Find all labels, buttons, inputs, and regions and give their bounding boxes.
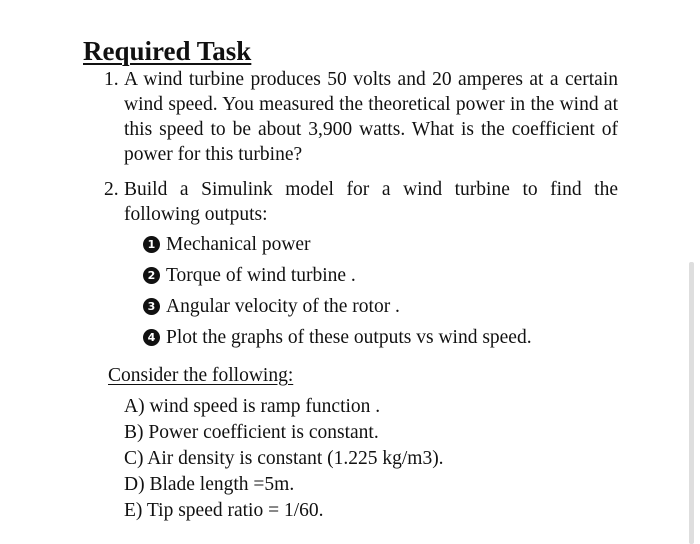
task-item-1 xyxy=(104,67,618,167)
circled-number-1-icon: 1 xyxy=(143,236,160,253)
condition-item: C) Air density is constant (1.225 kg/m3). xyxy=(124,448,444,469)
task-item-2 xyxy=(104,177,618,227)
condition-item: A) wind speed is ramp function . xyxy=(124,396,381,417)
consider-heading: Consider the following: xyxy=(108,365,294,386)
output-item-torque xyxy=(143,264,532,295)
output-text: Mechanical power xyxy=(166,234,311,255)
circled-number-4-icon: 4 xyxy=(143,329,160,346)
task-number: 2. xyxy=(104,179,119,200)
task-number: 1. xyxy=(104,69,119,90)
condition-item: D) Blade length =5m. xyxy=(124,474,295,495)
output-item-angular-velocity xyxy=(143,295,532,326)
task-text: Build a Simulink model for a wind turbine to find the following outputs: xyxy=(124,179,618,225)
page-title: Required Task xyxy=(83,36,252,66)
vertical-scrollbar[interactable] xyxy=(689,262,694,544)
output-item-plot-graphs xyxy=(143,326,532,357)
task-text: A wind turbine produces 50 volts and 20 amperes at a certain wind speed. You measured the theoretical power in the wind at this speed to be about 3,900 watts. What is the coefficient of power for this turbine? xyxy=(124,69,618,165)
conditions-list xyxy=(124,395,444,525)
output-text: Plot the graphs of these outputs vs wind speed. xyxy=(166,327,532,348)
output-text: Torque of wind turbine . xyxy=(166,265,356,286)
condition-item: E) Tip speed ratio = 1/60. xyxy=(124,500,324,521)
output-list xyxy=(143,233,532,357)
output-item-mechanical-power xyxy=(143,233,532,264)
circled-number-2-icon: 2 xyxy=(143,267,160,284)
output-text: Angular velocity of the rotor . xyxy=(166,296,400,317)
circled-number-3-icon: 3 xyxy=(143,298,160,315)
condition-item: B) Power coefficient is constant. xyxy=(124,422,379,443)
